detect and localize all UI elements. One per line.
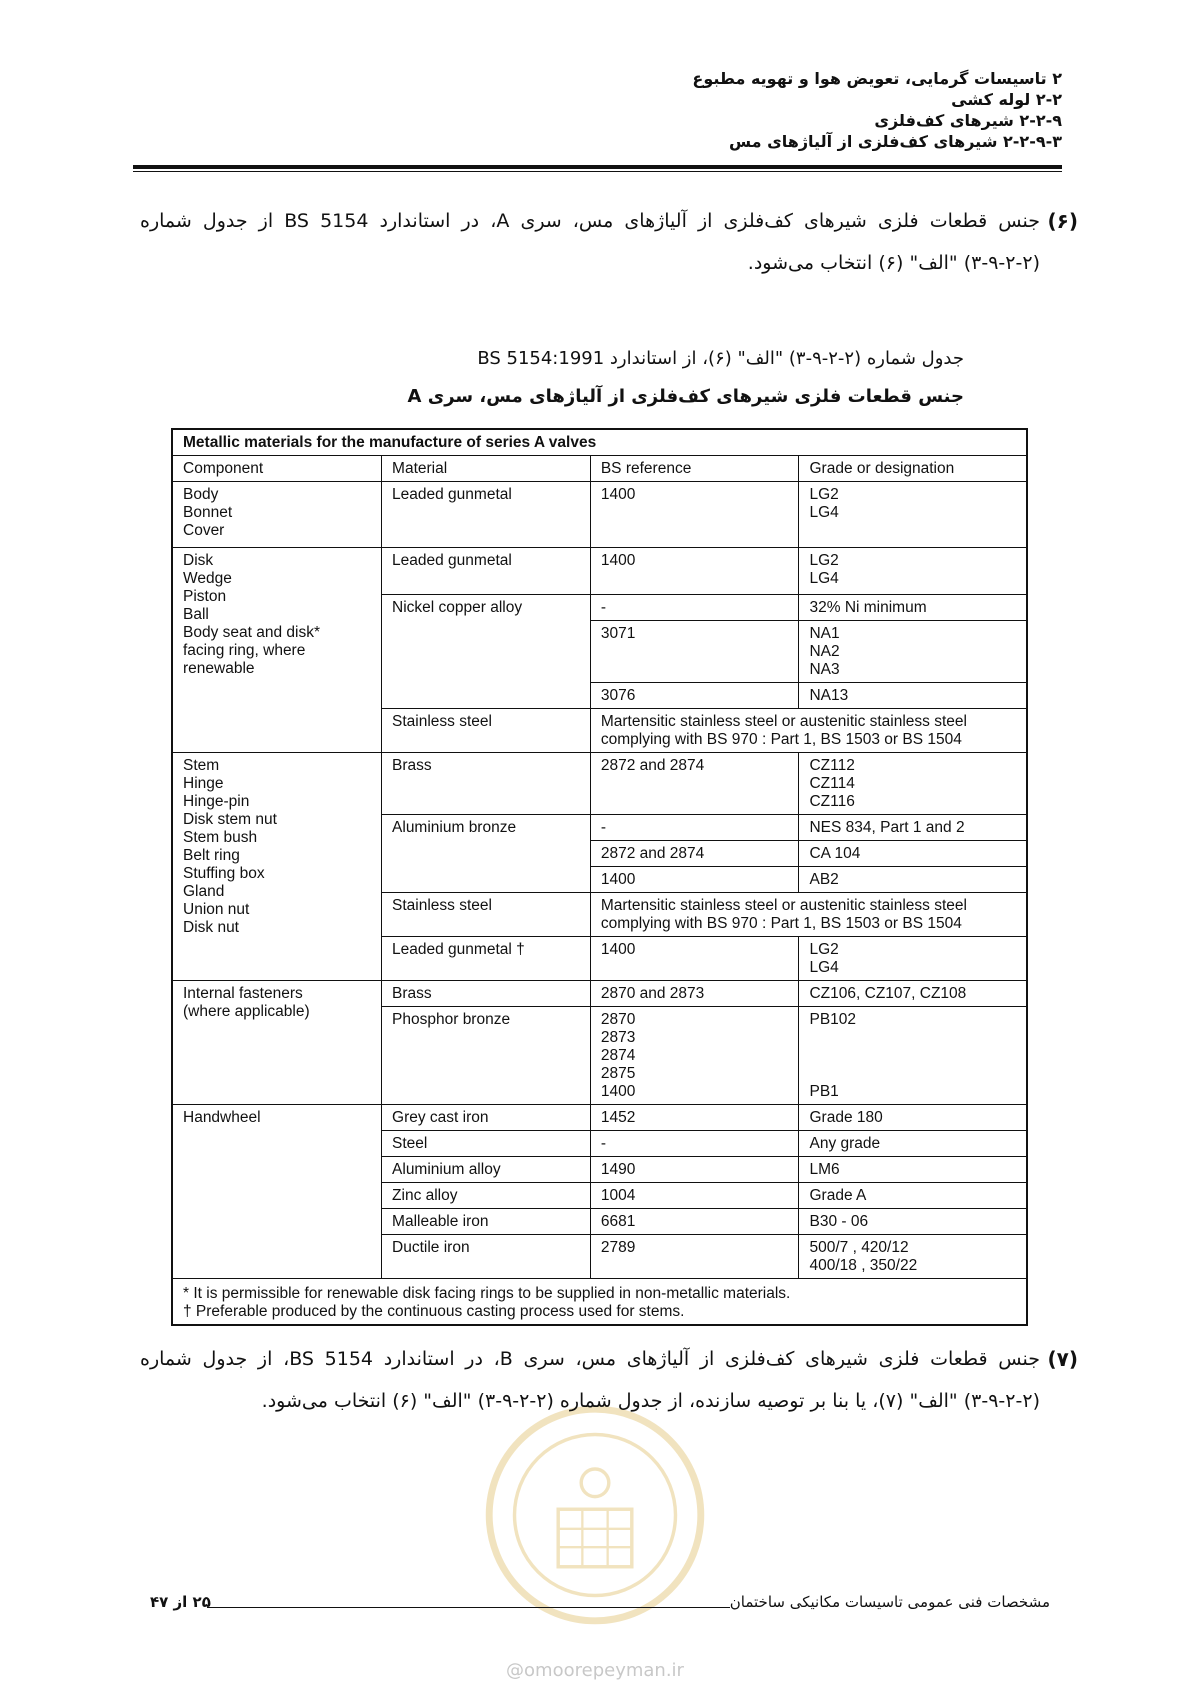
grade-cell: LG2 LG4 [799, 482, 1027, 548]
table-row [172, 482, 1027, 548]
header-subsection: ۲-۲-۹ شیرهای کف‌فلزی [874, 111, 1062, 130]
paragraph-7 [140, 1338, 1078, 1422]
reference-cell: 1400 [590, 867, 799, 893]
reference-cell: 2870 and 2873 [590, 981, 799, 1007]
material-cell: Leaded gunmetal [382, 548, 591, 595]
reference-cell: 3071 [590, 621, 799, 683]
note-asterisk: * It is permissible for renewable disk facing rings to be supplied in non-metallic materials. [183, 1285, 791, 1302]
table-notes-row [172, 1279, 1027, 1326]
reference-cell: 2872 and 2874 [590, 841, 799, 867]
footer-title: مشخصات فنی عمومی تاسیسات مکانیکی ساختمان [729, 1593, 1050, 1611]
grade-cell: CA 104 [799, 841, 1027, 867]
material-cell: Steel [382, 1131, 591, 1157]
paragraph-6-text: جنس قطعات فلزی شیرهای کف‌فلزی از آلیاژهای مس، سری A، در استاندارد BS 5154 از جدول شماره (۲-۲-۹-۳) "الف" (۶) انتخاب می‌شود. [140, 210, 1040, 274]
component-cell: Handwheel [172, 1105, 382, 1279]
grade-cell: LM6 [799, 1157, 1027, 1183]
reference-cell: 1400 [590, 482, 799, 548]
paragraph-7-text: جنس قطعات فلزی شیرهای کف‌فلزی از آلیاژهای مس، سری B، در استاندارد BS 5154، از جدول شماره (۲-۲-۹-۳) "الف" (۷)، یا بنا بر توصیه سازنده، از جدول شماره (۲-۲-۹-۳) "الف" (۶) انتخاب می‌شود. [140, 1348, 1040, 1412]
reference-cell: 3076 [590, 683, 799, 709]
paragraph-6-number: (۶) [1047, 209, 1078, 233]
material-cell: Aluminium bronze [382, 815, 591, 893]
table-subtitle: جنس قطعات فلزی شیرهای کف‌فلزی از آلیاژهای مس، سری A [407, 386, 964, 407]
material-cell: Brass [382, 753, 591, 815]
material-cell: Grey cast iron [382, 1105, 591, 1131]
header-component: Component [172, 456, 382, 482]
header-bs-reference: BS reference [590, 456, 799, 482]
grade-cell: PB102 PB1 [799, 1007, 1027, 1105]
reference-cell: 1490 [590, 1157, 799, 1183]
watermark-url: @omoorepeyman.ir [506, 1660, 684, 1681]
component-cell: Stem Hinge Hinge-pin Disk stem nut Stem bush Belt ring Stuffing box Gland Union nut Disk nut [172, 753, 382, 981]
table-row [172, 1105, 1027, 1131]
page-header [142, 68, 1062, 152]
material-cell: Zinc alloy [382, 1183, 591, 1209]
header-section: ۲-۲ لوله کشی [951, 90, 1062, 109]
watermark-seal-icon [480, 1400, 710, 1630]
grade-cell: Grade 180 [799, 1105, 1027, 1131]
table-row [172, 548, 1027, 595]
reference-cell: 1400 [590, 548, 799, 595]
grade-cell: Any grade [799, 1131, 1027, 1157]
component-cell: Disk Wedge Piston Ball Body seat and disk* facing ring, where renewable [172, 548, 382, 753]
header-material: Material [382, 456, 591, 482]
material-cell: Stainless steel [382, 709, 591, 753]
material-cell: Phosphor bronze [382, 1007, 591, 1105]
grade-cell: CZ112 CZ114 CZ116 [799, 753, 1027, 815]
grade-cell: B30 - 06 [799, 1209, 1027, 1235]
table-title: Metallic materials for the manufacture of series A valves [172, 429, 1027, 456]
reference-cell: 2789 [590, 1235, 799, 1279]
reference-cell: 1004 [590, 1183, 799, 1209]
grade-cell: CZ106, CZ107, CZ108 [799, 981, 1027, 1007]
reference-cell: 6681 [590, 1209, 799, 1235]
grade-cell: 500/7 , 420/12 400/18 , 350/22 [799, 1235, 1027, 1279]
material-cell: Leaded gunmetal [382, 482, 591, 548]
stainless-note-cell: Martensitic stainless steel or austenitic stainless steel complying with BS 970 : Part 1, BS 1503 or BS 1504 [590, 709, 1027, 753]
reference-cell: 1452 [590, 1105, 799, 1131]
paragraph-6 [140, 200, 1078, 284]
footer-rule [207, 1607, 730, 1608]
table-header-row [172, 456, 1027, 482]
grade-cell: NA13 [799, 683, 1027, 709]
component-cell: Internal fasteners (where applicable) [172, 981, 382, 1105]
grade-cell: Grade A [799, 1183, 1027, 1209]
footer-page-number: ۲۵ از ۴۷ [150, 1593, 211, 1611]
header-grade: Grade or designation [799, 456, 1027, 482]
table-caption: جدول شماره (۲-۲-۹-۳) "الف" (۶)، از استاندارد BS 5154:1991 [477, 348, 964, 369]
material-cell: Aluminium alloy [382, 1157, 591, 1183]
material-cell: Nickel copper alloy [382, 595, 591, 709]
grade-cell: LG2 LG4 [799, 937, 1027, 981]
table-row [172, 753, 1027, 815]
reference-cell: - [590, 815, 799, 841]
grade-cell: NA1 NA2 NA3 [799, 621, 1027, 683]
reference-cell: 1400 [590, 937, 799, 981]
reference-cell: - [590, 1131, 799, 1157]
material-cell: Malleable iron [382, 1209, 591, 1235]
materials-table [171, 428, 1028, 1326]
stainless-note-cell: Martensitic stainless steel or austenitic stainless steel complying with BS 970 : Part 1, BS 1503 or BS 1504 [590, 893, 1027, 937]
note-dagger: † Preferable produced by the continuous casting process used for stems. [183, 1303, 685, 1320]
material-cell: Stainless steel [382, 893, 591, 937]
material-cell: Ductile iron [382, 1235, 591, 1279]
paragraph-7-number: (۷) [1047, 1347, 1078, 1371]
grade-cell: LG2 LG4 [799, 548, 1027, 595]
table-notes [172, 1279, 1027, 1326]
grade-cell: AB2 [799, 867, 1027, 893]
material-cell: Brass [382, 981, 591, 1007]
material-cell: Leaded gunmetal † [382, 937, 591, 981]
reference-cell: - [590, 595, 799, 621]
header-rule-thick [133, 165, 1062, 169]
header-chapter: ۲ تاسیسات گرمایی، تعویض هوا و تهویه مطبوع [692, 69, 1062, 88]
reference-cell: 2872 and 2874 [590, 753, 799, 815]
component-cell: Body Bonnet Cover [172, 482, 382, 548]
table-row [172, 981, 1027, 1007]
header-topic: ۲-۲-۹-۳ شیرهای کف‌فلزی از آلیاژهای مس [728, 132, 1062, 151]
reference-cell: 2870 2873 2874 2875 1400 [590, 1007, 799, 1105]
grade-cell: 32% Ni minimum [799, 595, 1027, 621]
header-rule-thin [133, 171, 1062, 172]
grade-cell: NES 834, Part 1 and 2 [799, 815, 1027, 841]
